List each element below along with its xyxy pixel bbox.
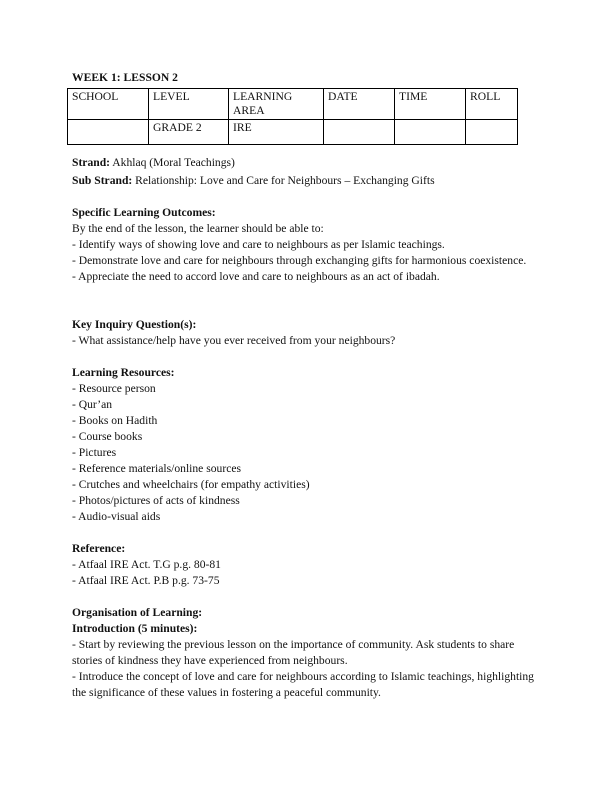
resources-section	[72, 365, 542, 525]
outcome-item: - Appreciate the need to accord love and care to neighbours as an act of ibadah.	[72, 270, 440, 283]
cell-learning-area: IRE	[229, 120, 324, 145]
organisation-item: - Start by reviewing the previous lesson on the importance of community. Ask students to share stories of kindness they have experienced from neighbours.	[72, 638, 515, 667]
strand-label: Strand:	[72, 156, 111, 169]
header-time: TIME	[395, 89, 466, 120]
header-roll: ROLL	[466, 89, 518, 120]
resource-item: - Crutches and wheelchairs (for empathy activities)	[72, 478, 310, 491]
strand-section	[72, 155, 542, 189]
outcome-item: - Demonstrate love and care for neighbours through exchanging gifts for harmonious coexistence.	[72, 254, 527, 267]
introduction-heading: Introduction (5 minutes):	[72, 622, 198, 635]
cell-time	[395, 120, 466, 145]
organisation-heading: Organisation of Learning:	[72, 606, 203, 619]
strand-value: Akhlaq (Moral Teachings)	[110, 156, 235, 169]
outcomes-section	[72, 205, 542, 285]
inquiry-item: - What assistance/help have you ever received from your neighbours?	[72, 334, 396, 347]
page-title: WEEK 1: LESSON 2	[72, 71, 178, 84]
resource-item: - Books on Hadith	[72, 414, 158, 427]
cell-level: GRADE 2	[149, 120, 229, 145]
cell-roll	[466, 120, 518, 145]
inquiry-heading: Key Inquiry Question(s):	[72, 318, 197, 331]
outcomes-heading: Specific Learning Outcomes:	[72, 206, 216, 219]
header-school: SCHOOL	[68, 89, 149, 120]
lesson-info-table	[67, 88, 518, 145]
inquiry-section	[72, 317, 542, 349]
resource-item: - Photos/pictures of acts of kindness	[72, 494, 240, 507]
reference-item: - Atfaal IRE Act. T.G p.g. 80-81	[72, 558, 221, 571]
cell-school	[68, 120, 149, 145]
resource-item: - Resource person	[72, 382, 156, 395]
reference-section	[72, 541, 542, 589]
organisation-section	[72, 605, 542, 701]
header-date: DATE	[324, 89, 395, 120]
resource-item: - Course books	[72, 430, 143, 443]
reference-item: - Atfaal IRE Act. P.B p.g. 73-75	[72, 574, 220, 587]
header-level: LEVEL	[149, 89, 229, 120]
resource-item: - Pictures	[72, 446, 117, 459]
outcomes-intro: By the end of the lesson, the learner should be able to:	[72, 222, 324, 235]
resource-item: - Reference materials/online sources	[72, 462, 241, 475]
strand	[72, 155, 542, 171]
sub-strand	[72, 173, 542, 189]
resource-item: - Audio-visual aids	[72, 510, 161, 523]
sub-strand-value: Relationship: Love and Care for Neighbours – Exchanging Gifts	[132, 174, 435, 187]
reference-heading: Reference:	[72, 542, 126, 555]
sub-strand-label: Sub Strand:	[72, 174, 133, 187]
cell-date	[324, 120, 395, 145]
outcome-item: - Identify ways of showing love and care to neighbours as per Islamic teachings.	[72, 238, 445, 251]
organisation-item: - Introduce the concept of love and care for neighbours according to Islamic teachings, highlighting the significance of these values in fostering a peaceful community.	[72, 670, 534, 699]
resource-item: - Qur’an	[72, 398, 113, 411]
resources-heading: Learning Resources:	[72, 366, 175, 379]
header-learning-area: LEARNING AREA	[229, 89, 324, 120]
